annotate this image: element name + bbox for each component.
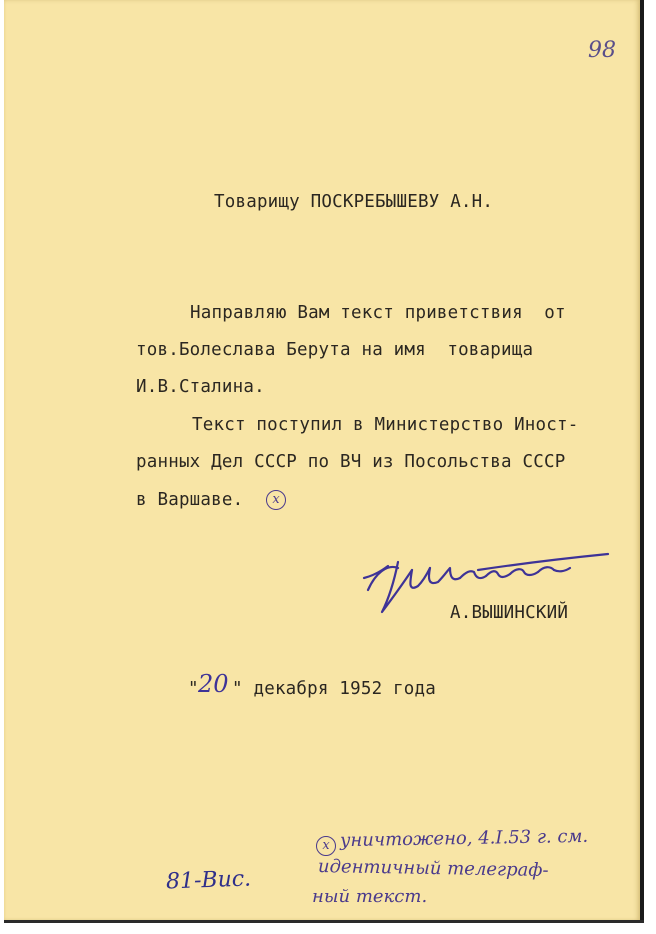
body-line-4: Текст поступил в Министерство Иност- bbox=[192, 415, 579, 435]
body-line-1: Направляю Вам текст приветствия от bbox=[190, 303, 566, 323]
body-line-5: ранных Дел СССР по ВЧ из Посольства СССР bbox=[136, 452, 566, 472]
page-edge-shadow bbox=[640, 0, 644, 922]
page-edge-bottom bbox=[4, 920, 644, 923]
registration-number: 81-Вис. bbox=[165, 866, 252, 895]
note-line-3: ный текст. bbox=[312, 886, 428, 907]
archive-page-number: 98 bbox=[588, 38, 616, 63]
note-line-2: идентичный телеграф- bbox=[317, 855, 549, 882]
note-circled-mark: x bbox=[316, 836, 336, 856]
date-rest: " декабря 1952 года bbox=[232, 679, 436, 699]
body-line-6: в Варшаве. bbox=[136, 490, 244, 510]
body-line-3: И.В.Сталина. bbox=[136, 377, 265, 397]
body-line-2: тов.Болеслава Берута на имя товарища bbox=[136, 340, 534, 360]
note-line-1: уничтожено, 4.I.53 г. см. bbox=[339, 825, 589, 852]
addressee: Товарищу ПОСКРЕБЫШЕВУ А.Н. bbox=[214, 192, 494, 212]
date-day-handwritten: 20 bbox=[198, 670, 229, 698]
footnote-circled-mark: x bbox=[266, 490, 286, 510]
date-open-quote: " bbox=[188, 679, 199, 699]
signatory-name: А.ВЫШИНСКИЙ bbox=[450, 603, 569, 623]
